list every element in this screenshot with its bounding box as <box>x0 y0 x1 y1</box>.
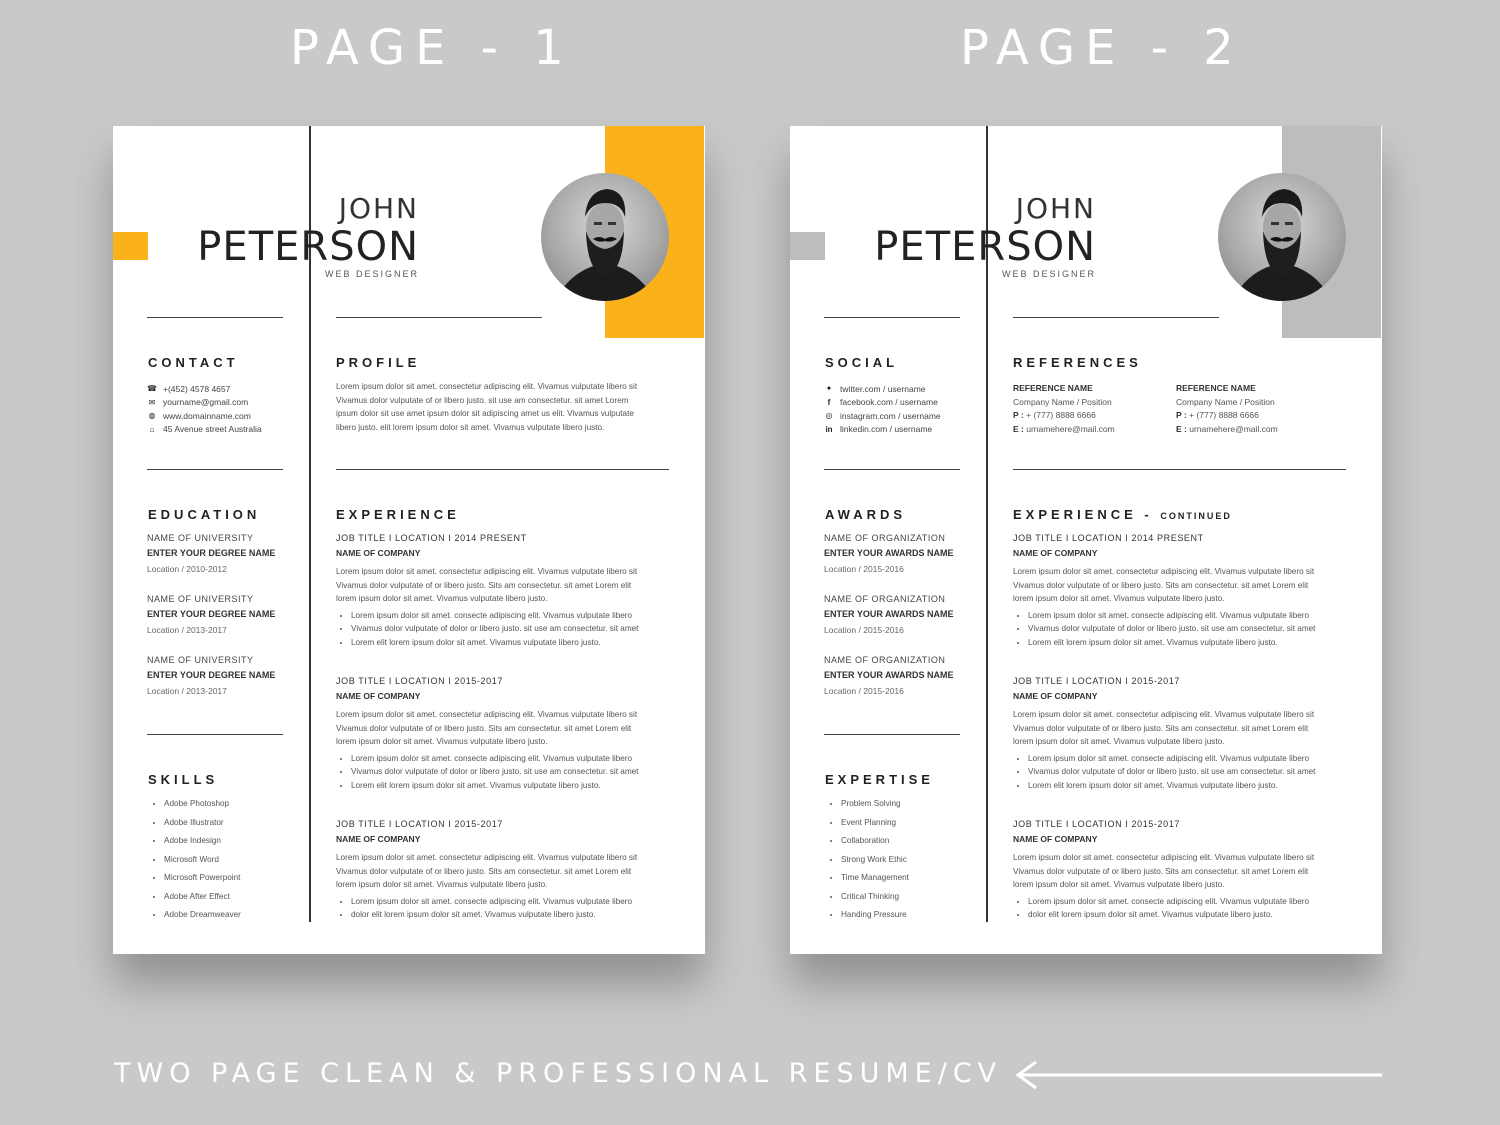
job-desc-line: Lorem ipsum dolor sit amet. consectetur adipiscing elit. Vivamus vulputate libero sit <box>1013 853 1315 862</box>
reference-email <box>1013 423 1115 437</box>
award-name: ENTER YOUR AWARDS NAME <box>824 548 954 558</box>
divider <box>824 317 960 318</box>
job-desc-line: lorem ipsum dolor sit amet. Vivamus vulputate libero justo. <box>336 594 548 603</box>
envelope-icon: ✉ <box>148 397 156 407</box>
skill-item: • Adobe Dreamweaver <box>164 910 241 929</box>
social-linkedin: linkedin.com / username <box>840 424 933 435</box>
social-heading: SOCIAL <box>825 355 899 370</box>
degree-name: ENTER YOUR DEGREE NAME <box>147 670 276 680</box>
job-desc-line: Lorem ipsum dolor sit amet. consectetur adipiscing elit. Vivamus vulputate libero sit <box>336 567 638 576</box>
job-desc-line: Lorem ipsum dolor sit amet. consectetur adipiscing elit. Vivamus vulputate libero sit <box>336 710 638 719</box>
profile-line: Vivamus dolor vulputate of or libero justo. sit use am consectetur. sit amet Lorem <box>336 395 629 405</box>
experience-item <box>336 676 676 792</box>
job-bullet: • Lorem ipsum dolor sit amet. consecte adipiscing elit. Vivamus vulputate libero <box>1028 752 1353 766</box>
continued-label: CONTINUED <box>1160 511 1232 521</box>
contact-heading: CONTACT <box>148 355 239 370</box>
twitter-icon: ✦ <box>825 384 833 394</box>
job-header: JOB TITLE I LOCATION I 2014 PRESENT <box>1013 533 1204 543</box>
social-instagram: instagram.com / username <box>840 410 941 421</box>
experience-heading <box>1013 507 1232 522</box>
education-item <box>147 594 275 635</box>
first-name: JOHN <box>1015 192 1096 225</box>
social-item <box>824 423 941 437</box>
contact-list <box>147 382 262 436</box>
resume-page-1 <box>113 126 705 954</box>
expertise-item: • Event Planning <box>841 818 909 837</box>
reference-email <box>1176 423 1278 437</box>
phone-label: P : <box>1176 410 1187 421</box>
phone-value: + (777) 8888 6666 <box>1186 410 1259 421</box>
job-desc-line: Vivamus dolor vulputate of or libero justo. Sits am consectetur. sit amet Lorem elit <box>1013 723 1309 733</box>
reference-phone <box>1176 409 1278 423</box>
expertise-list <box>826 799 909 929</box>
reference-company: Company Name / Position <box>1013 396 1112 407</box>
accent-square <box>790 232 825 260</box>
arrow-left-icon <box>1012 1060 1384 1095</box>
company-name: NAME OF COMPANY <box>1013 548 1098 558</box>
reference-company: Company Name / Position <box>1176 396 1275 407</box>
social-item <box>824 396 941 410</box>
awards-heading: AWARDS <box>825 507 907 522</box>
last-name: PETERSON <box>874 224 1096 270</box>
job-desc-line: Vivamus dolor vulputate of or libero justo. Sits am consectetur. sit amet Lorem elit <box>336 580 632 590</box>
footer-tagline: TWO PAGE CLEAN & PROFESSIONAL RESUME/CV <box>114 1058 1003 1089</box>
job-bullets <box>336 752 676 793</box>
reference-item <box>1176 382 1278 436</box>
job-bullet: • Lorem elit lorem ipsum dolor sit amet. Vivamus vulputate libero justo. <box>1028 779 1353 793</box>
skill-item: • Microsoft Word <box>164 855 241 874</box>
skill-item: • Adobe Illustrator <box>164 818 241 837</box>
social-facebook: facebook.com / username <box>840 397 938 408</box>
skill-item: • Microsoft Powerpoint <box>164 873 241 892</box>
job-desc-line: Vivamus dolor vulputate of or libero justo. Sits am consectetur. sit amet Lorem elit <box>336 866 632 876</box>
reference-item <box>1013 382 1115 436</box>
education-meta: Location / 2013-2017 <box>147 686 227 696</box>
job-header: JOB TITLE I LOCATION I 2014 PRESENT <box>336 533 527 543</box>
award-name: ENTER YOUR AWARDS NAME <box>824 670 954 680</box>
social-list <box>824 382 941 436</box>
expertise-item: • Critical Thinking <box>841 892 909 911</box>
accent-square <box>113 232 148 260</box>
profile-photo <box>1218 173 1346 301</box>
job-bullet: • Lorem ipsum dolor sit amet. consecte adipiscing elit. Vivamus vulputate libero <box>351 752 676 766</box>
job-bullet: • Lorem ipsum dolor sit amet. consecte adipiscing elit. Vivamus vulputate libero <box>1028 609 1353 623</box>
skills-heading: SKILLS <box>148 772 219 787</box>
references-heading: REFERENCES <box>1013 355 1142 370</box>
job-desc-line: lorem ipsum dolor sit amet. Vivamus vulputate libero justo. <box>1013 880 1225 889</box>
organization-name: NAME OF ORGANIZATION <box>824 594 946 604</box>
expertise-item: • Time Management <box>841 873 909 892</box>
organization-name: NAME OF ORGANIZATION <box>824 533 946 543</box>
job-desc-line: Lorem ipsum dolor sit amet. consectetur adipiscing elit. Vivamus vulputate libero sit <box>336 853 638 862</box>
profile-line: Lorem ipsum dolor sit amet. consectetur adipiscing elit. Vivamus vulputate libero sit <box>336 382 638 391</box>
job-header: JOB TITLE I LOCATION I 2015-2017 <box>1013 819 1180 829</box>
job-bullet: • Vivamus dolor vulputate of dolor or libero justo. sit use am consectetur. sit amet <box>1028 622 1353 636</box>
expertise-heading: EXPERTISE <box>825 772 934 787</box>
email-label: E : <box>1176 423 1187 434</box>
education-item <box>147 655 275 696</box>
job-bullets <box>1013 895 1353 922</box>
award-item <box>824 533 954 574</box>
university-name: NAME OF UNIVERSITY <box>147 594 254 604</box>
experience-item <box>1013 533 1353 649</box>
contact-address: 45 Avenue street Australia <box>163 424 262 435</box>
education-item <box>147 533 275 574</box>
company-name: NAME OF COMPANY <box>336 548 421 558</box>
contact-item <box>147 409 262 423</box>
page-1-label: PAGE - 1 <box>290 20 574 76</box>
profile-line: ipsum dolor sit use amet ipsum dolor sit adipiscing amet us elit. Vivamus vulputate <box>336 409 634 418</box>
facebook-icon: f <box>827 397 831 407</box>
email-value: urnamehere@mail.com <box>1023 423 1115 434</box>
expertise-item: • Handing Pressure <box>841 910 909 929</box>
job-bullet: • dolor elit lorem ipsum dolor sit amet. Vivamus vulputate libero justo. <box>1028 908 1353 922</box>
contact-item <box>147 382 262 396</box>
job-bullet: • Lorem elit lorem ipsum dolor sit amet. Vivamus vulputate libero justo. <box>1028 636 1353 650</box>
organization-name: NAME OF ORGANIZATION <box>824 655 946 665</box>
first-name: JOHN <box>338 192 419 225</box>
profile-heading: PROFILE <box>336 355 421 370</box>
job-header: JOB TITLE I LOCATION I 2015-2017 <box>1013 676 1180 686</box>
award-item <box>824 655 954 696</box>
job-bullet: • Lorem elit lorem ipsum dolor sit amet. Vivamus vulputate libero justo. <box>351 636 676 650</box>
job-desc-line: Lorem ipsum dolor sit amet. consectetur adipiscing elit. Vivamus vulputate libero sit <box>1013 567 1315 576</box>
experience-item <box>336 819 676 922</box>
divider <box>147 734 283 735</box>
job-bullets <box>336 895 676 922</box>
resume-page-2 <box>790 126 1382 954</box>
divider <box>1013 317 1219 318</box>
experience-item <box>1013 819 1353 922</box>
education-heading: EDUCATION <box>148 507 261 522</box>
job-header: JOB TITLE I LOCATION I 2015-2017 <box>336 676 503 686</box>
skill-item: • Adobe After Effect <box>164 892 241 911</box>
contact-email: yourname@gmail.com <box>163 397 249 408</box>
company-name: NAME OF COMPANY <box>1013 691 1098 701</box>
divider <box>147 317 283 318</box>
job-bullet: • Vivamus dolor vulputate of dolor or libero justo. sit use am consectetur. sit amet <box>351 765 676 779</box>
phone-label: P : <box>1013 410 1024 421</box>
job-bullet: • Lorem ipsum dolor sit amet. consecte adipiscing elit. Vivamus vulputate libero <box>351 895 676 909</box>
expertise-item: • Collaboration <box>841 836 909 855</box>
job-desc-line: Lorem ipsum dolor sit amet. consectetur adipiscing elit. Vivamus vulputate libero sit <box>1013 710 1315 719</box>
divider <box>824 469 960 470</box>
experience-item <box>1013 676 1353 792</box>
job-desc-line: lorem ipsum dolor sit amet. Vivamus vulputate libero justo. <box>336 880 548 889</box>
job-bullets <box>1013 752 1353 793</box>
social-item <box>824 382 941 396</box>
university-name: NAME OF UNIVERSITY <box>147 655 254 665</box>
page-2-label: PAGE - 2 <box>960 20 1244 76</box>
job-desc-line: Vivamus dolor vulputate of or libero justo. Sits am consectetur. sit amet Lorem elit <box>336 723 632 733</box>
divider <box>1013 469 1346 470</box>
award-meta: Location / 2015-2016 <box>824 625 904 635</box>
job-title: WEB DESIGNER <box>1001 269 1096 279</box>
job-desc-line: lorem ipsum dolor sit amet. Vivamus vulputate libero justo. <box>1013 594 1225 603</box>
education-meta: Location / 2010-2012 <box>147 564 227 574</box>
email-value: urnamehere@mail.com <box>1186 423 1278 434</box>
phone-value: + (777) 8888 6666 <box>1023 410 1096 421</box>
profile-line: libero justo. elit lorem ipsum dolor sit amet. Vivamus vulputate libero justo. <box>336 422 605 432</box>
experience-title: EXPERIENCE - <box>1013 507 1153 522</box>
reference-name: REFERENCE NAME <box>1013 383 1093 393</box>
job-desc-line: Vivamus dolor vulputate of or libero justo. Sits am consectetur. sit amet Lorem elit <box>1013 866 1309 876</box>
reference-name: REFERENCE NAME <box>1176 383 1256 393</box>
company-name: NAME OF COMPANY <box>336 691 421 701</box>
job-bullets <box>336 609 676 650</box>
job-desc-line: lorem ipsum dolor sit amet. Vivamus vulputate libero justo. <box>1013 737 1225 746</box>
email-label: E : <box>1013 423 1024 434</box>
company-name: NAME OF COMPANY <box>336 834 421 844</box>
expertise-item: • Problem Solving <box>841 799 909 818</box>
contact-item <box>147 423 262 437</box>
phone-icon: ☎ <box>147 384 157 394</box>
award-name: ENTER YOUR AWARDS NAME <box>824 609 954 619</box>
divider <box>824 734 960 735</box>
contact-website: www.domainname.com <box>163 410 251 421</box>
divider <box>336 317 542 318</box>
award-item <box>824 594 954 635</box>
award-meta: Location / 2015-2016 <box>824 564 904 574</box>
job-bullets <box>1013 609 1353 650</box>
divider <box>147 469 283 470</box>
social-twitter: twitter.com / username <box>840 383 926 394</box>
job-desc-line: lorem ipsum dolor sit amet. Vivamus vulputate libero justo. <box>336 737 548 746</box>
experience-item <box>336 533 676 649</box>
job-desc-line: Vivamus dolor vulputate of or libero justo. Sits am consectetur. sit amet Lorem elit <box>1013 580 1309 590</box>
experience-heading: EXPERIENCE <box>336 507 460 522</box>
job-header: JOB TITLE I LOCATION I 2015-2017 <box>336 819 503 829</box>
job-title: WEB DESIGNER <box>324 269 419 279</box>
home-icon: ⌂ <box>149 424 155 434</box>
reference-phone <box>1013 409 1115 423</box>
skill-item: • Adobe Photoshop <box>164 799 241 818</box>
degree-name: ENTER YOUR DEGREE NAME <box>147 609 276 619</box>
job-bullet: • Lorem ipsum dolor sit amet. consecte adipiscing elit. Vivamus vulputate libero <box>1028 895 1353 909</box>
profile-text <box>336 380 681 434</box>
instagram-icon: ◎ <box>825 411 833 421</box>
job-bullet: • Lorem ipsum dolor sit amet. consecte adipiscing elit. Vivamus vulputate libero <box>351 609 676 623</box>
globe-icon: ◍ <box>148 411 156 421</box>
social-item <box>824 409 941 423</box>
job-bullet: • Lorem elit lorem ipsum dolor sit amet. Vivamus vulputate libero justo. <box>351 779 676 793</box>
expertise-item: • Strong Work Ethic <box>841 855 909 874</box>
skills-list <box>149 799 241 929</box>
divider <box>336 469 669 470</box>
job-bullet: • dolor elit lorem ipsum dolor sit amet. Vivamus vulputate libero justo. <box>351 908 676 922</box>
last-name: PETERSON <box>197 224 419 270</box>
contact-item <box>147 396 262 410</box>
skill-item: • Adobe Indesign <box>164 836 241 855</box>
job-bullet: • Vivamus dolor vulputate of dolor or libero justo. sit use am consectetur. sit amet <box>351 622 676 636</box>
company-name: NAME OF COMPANY <box>1013 834 1098 844</box>
university-name: NAME OF UNIVERSITY <box>147 533 254 543</box>
degree-name: ENTER YOUR DEGREE NAME <box>147 548 276 558</box>
linkedin-icon: in <box>825 424 833 434</box>
award-meta: Location / 2015-2016 <box>824 686 904 696</box>
profile-photo <box>541 173 669 301</box>
job-bullet: • Vivamus dolor vulputate of dolor or libero justo. sit use am consectetur. sit amet <box>1028 765 1353 779</box>
contact-phone: +(452) 4578 4657 <box>163 383 231 394</box>
education-meta: Location / 2013-2017 <box>147 625 227 635</box>
